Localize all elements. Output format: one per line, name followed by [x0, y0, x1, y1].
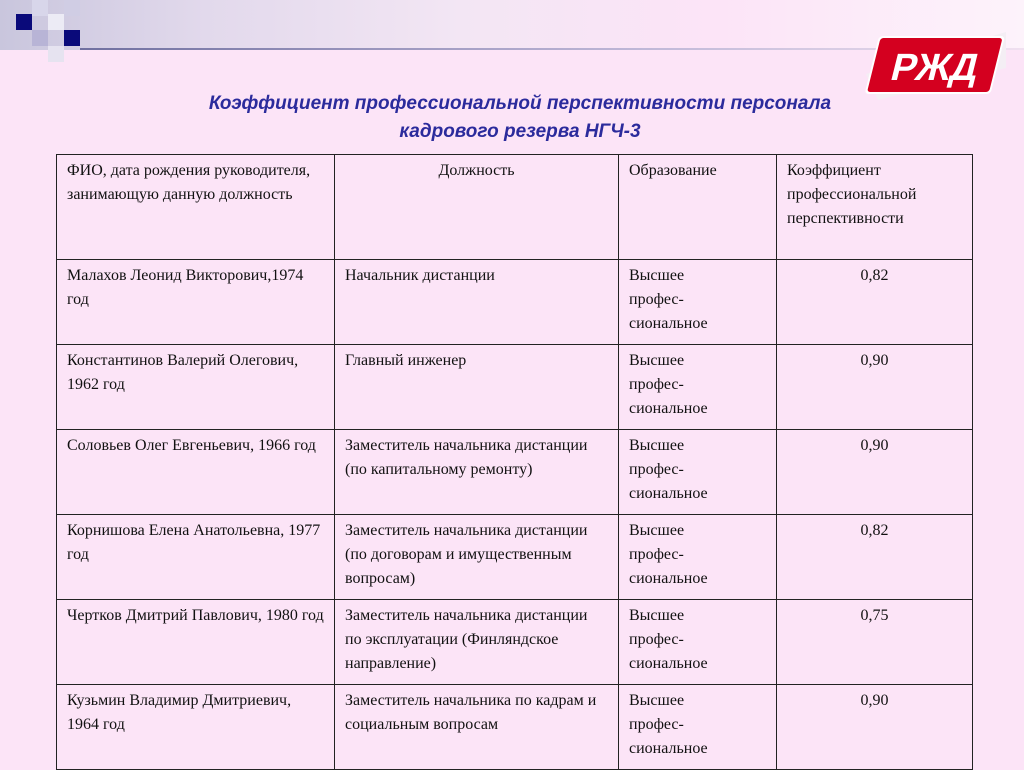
cell-name: Соловьев Олег Евгеньевич, 1966 год	[57, 430, 335, 515]
table-row	[57, 345, 973, 430]
cell-coefficient: 0,90	[777, 685, 973, 770]
cell-name: Кузьмин Владимир Дмитриевич, 1964 год	[57, 685, 335, 770]
cell-name: Малахов Леонид Викторович,1974 год	[57, 260, 335, 345]
svg-text:РЖД: РЖД	[886, 46, 984, 89]
decor-square	[64, 0, 80, 16]
table-header-row	[57, 155, 973, 260]
cell-position: Заместитель начальника по кадрам и социальным вопросам	[335, 685, 619, 770]
header-education: Образование	[619, 155, 777, 260]
table-row	[57, 260, 973, 345]
decor-square	[48, 46, 64, 62]
cell-education: Высшее профес- сиональное	[619, 430, 777, 515]
cell-position: Заместитель начальника дистанции по эксплуатации (Финляндское направление)	[335, 600, 619, 685]
cell-coefficient: 0,75	[777, 600, 973, 685]
cell-coefficient: 0,90	[777, 430, 973, 515]
cell-position: Заместитель начальника дистанции (по капитальному ремонту)	[335, 430, 619, 515]
header-coefficient: Коэффициент профессиональной перспективности	[777, 155, 973, 260]
cell-name: Константинов Валерий Олегович, 1962 год	[57, 345, 335, 430]
table-row	[57, 600, 973, 685]
cell-name: Чертков Дмитрий Павлович, 1980 год	[57, 600, 335, 685]
decor-square	[32, 0, 48, 16]
cell-education: Высшее профес- сиональное	[619, 600, 777, 685]
decor-square	[48, 14, 64, 30]
decor-square	[64, 30, 80, 46]
header-position: Должность	[335, 155, 619, 260]
cell-position: Начальник дистанции	[335, 260, 619, 345]
slide-title	[60, 90, 980, 146]
cell-education: Высшее профес- сиональное	[619, 260, 777, 345]
table-row	[57, 430, 973, 515]
cell-position: Главный инженер	[335, 345, 619, 430]
table-row	[57, 685, 973, 770]
cell-coefficient: 0,82	[777, 260, 973, 345]
cell-position: Заместитель начальника дистанции (по договорам и имущественным вопросам)	[335, 515, 619, 600]
cell-coefficient: 0,82	[777, 515, 973, 600]
cell-name: Корнишова Елена Анатольевна, 1977 год	[57, 515, 335, 600]
cell-education: Высшее профес- сиональное	[619, 515, 777, 600]
cell-education: Высшее профес- сиональное	[619, 685, 777, 770]
cell-education: Высшее профес- сиональное	[619, 345, 777, 430]
slide-title-line2: кадрового резерва НГЧ-3	[399, 121, 641, 142]
decor-square	[32, 30, 48, 46]
table-row	[57, 515, 973, 600]
personnel-table	[56, 154, 973, 770]
cell-coefficient: 0,90	[777, 345, 973, 430]
decor-square	[16, 14, 32, 30]
header-name: ФИО, дата рождения руководителя, занимающую данную должность	[57, 155, 335, 260]
slide-title-line1: Коэффициент профессиональной перспективности персонала	[208, 93, 832, 114]
